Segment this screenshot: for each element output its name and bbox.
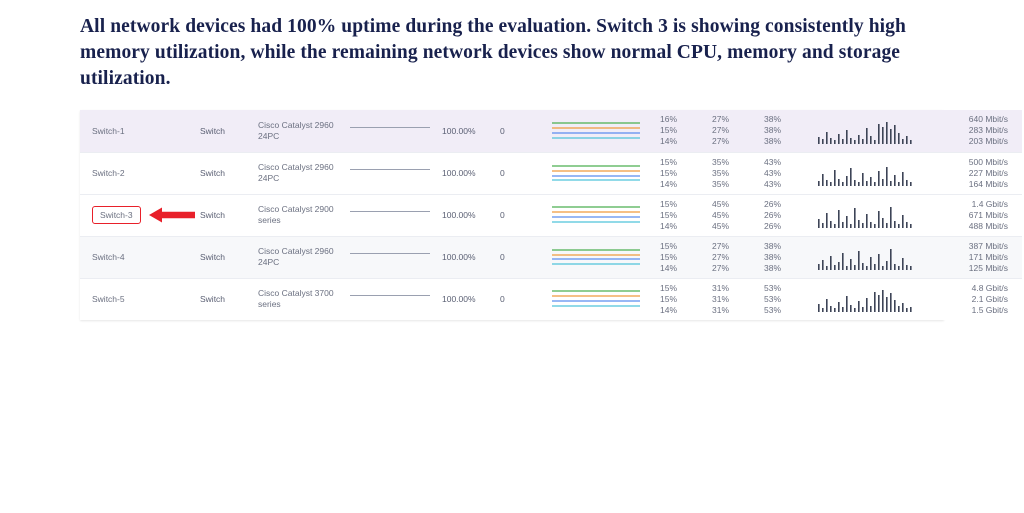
downtime-value: 0 bbox=[500, 110, 550, 152]
device-name: Switch-4 bbox=[92, 252, 125, 262]
cpu-values: 15% 15% 14% bbox=[660, 152, 712, 194]
traffic-sparkline bbox=[816, 194, 926, 236]
uptime-value: 100.00% bbox=[442, 236, 500, 278]
memory-values: 45% 45% 45% bbox=[712, 194, 764, 236]
traffic-sparkline bbox=[816, 110, 926, 152]
table-row[interactable] bbox=[80, 194, 1022, 236]
device-name-cell[interactable] bbox=[80, 278, 200, 320]
device-model: Cisco Catalyst 2960 24PC bbox=[258, 110, 350, 152]
uptime-value: 100.00% bbox=[442, 194, 500, 236]
device-type: Switch bbox=[200, 152, 258, 194]
device-model: Cisco Catalyst 2900 series bbox=[258, 194, 350, 236]
cpu-values: 16% 15% 14% bbox=[660, 110, 712, 152]
downtime-value: 0 bbox=[500, 152, 550, 194]
traffic-rates: 640 Mbit/s 283 Mbit/s 203 Mbit/s bbox=[926, 110, 1022, 152]
uptime-sparkline bbox=[350, 152, 442, 194]
left-arrow-icon bbox=[149, 207, 195, 223]
storage-values: 53% 53% 53% bbox=[764, 278, 816, 320]
device-type: Switch bbox=[200, 278, 258, 320]
downtime-value: 0 bbox=[500, 194, 550, 236]
device-table-body bbox=[80, 110, 1022, 320]
table-row[interactable] bbox=[80, 278, 1022, 320]
downtime-value: 0 bbox=[500, 236, 550, 278]
table-row[interactable] bbox=[80, 236, 1022, 278]
traffic-sparkline bbox=[816, 152, 926, 194]
uptime-sparkline bbox=[350, 110, 442, 152]
device-name-cell[interactable] bbox=[80, 110, 200, 152]
memory-values: 35% 35% 35% bbox=[712, 152, 764, 194]
utilization-sparkline bbox=[550, 278, 660, 320]
traffic-rates: 4.8 Gbit/s 2.1 Gbit/s 1.5 Gbit/s bbox=[926, 278, 1022, 320]
uptime-value: 100.00% bbox=[442, 152, 500, 194]
storage-values: 26% 26% 26% bbox=[764, 194, 816, 236]
slide-headline: All network devices had 100% uptime during the evaluation. Switch 3 is showing consistently high memory utilization, while the remaining network devices show normal CPU, memory and storage utilization. bbox=[80, 16, 906, 89]
traffic-rates: 500 Mbit/s 227 Mbit/s 164 Mbit/s bbox=[926, 152, 1022, 194]
cpu-values: 15% 15% 14% bbox=[660, 278, 712, 320]
device-name: Switch-5 bbox=[92, 294, 125, 305]
cpu-values: 15% 15% 14% bbox=[660, 194, 712, 236]
utilization-sparkline bbox=[550, 110, 660, 152]
memory-values: 27% 27% 27% bbox=[712, 110, 764, 152]
device-name-cell[interactable] bbox=[80, 152, 200, 194]
device-type: Switch bbox=[200, 236, 258, 278]
device-model: Cisco Catalyst 2960 24PC bbox=[258, 152, 350, 194]
traffic-rates: 1.4 Gbit/s 671 Mbit/s 488 Mbit/s bbox=[926, 194, 1022, 236]
traffic-sparkline bbox=[816, 236, 926, 278]
storage-values: 38% 38% 38% bbox=[764, 236, 816, 278]
table-row[interactable] bbox=[80, 110, 1022, 152]
device-model: Cisco Catalyst 2960 24PC bbox=[258, 236, 350, 278]
utilization-sparkline bbox=[550, 194, 660, 236]
device-table bbox=[80, 110, 1022, 320]
downtime-value: 0 bbox=[500, 278, 550, 320]
uptime-sparkline bbox=[350, 278, 442, 320]
device-name-cell[interactable] bbox=[80, 194, 200, 236]
device-type: Switch bbox=[200, 110, 258, 152]
memory-values: 27% 27% 27% bbox=[712, 236, 764, 278]
storage-values: 43% 43% 43% bbox=[764, 152, 816, 194]
utilization-sparkline bbox=[550, 152, 660, 194]
device-name: Switch-1 bbox=[92, 125, 125, 136]
utilization-sparkline bbox=[550, 236, 660, 278]
uptime-sparkline bbox=[350, 194, 442, 236]
device-table-panel bbox=[80, 110, 1008, 320]
cpu-values: 15% 15% 14% bbox=[660, 236, 712, 278]
device-name-cell[interactable] bbox=[80, 236, 200, 278]
traffic-sparkline bbox=[816, 278, 926, 320]
memory-values: 31% 31% 31% bbox=[712, 278, 764, 320]
uptime-value: 100.00% bbox=[442, 110, 500, 152]
uptime-sparkline bbox=[350, 236, 442, 278]
table-row[interactable] bbox=[80, 152, 1022, 194]
uptime-value: 100.00% bbox=[442, 278, 500, 320]
device-model: Cisco Catalyst 3700 series bbox=[258, 278, 350, 320]
device-name: Switch-2 bbox=[92, 168, 125, 178]
traffic-rates: 387 Mbit/s 171 Mbit/s 125 Mbit/s bbox=[926, 236, 1022, 278]
device-name: Switch-3 bbox=[92, 206, 141, 224]
device-type: Switch bbox=[200, 194, 258, 236]
storage-values: 38% 38% 38% bbox=[764, 110, 816, 152]
